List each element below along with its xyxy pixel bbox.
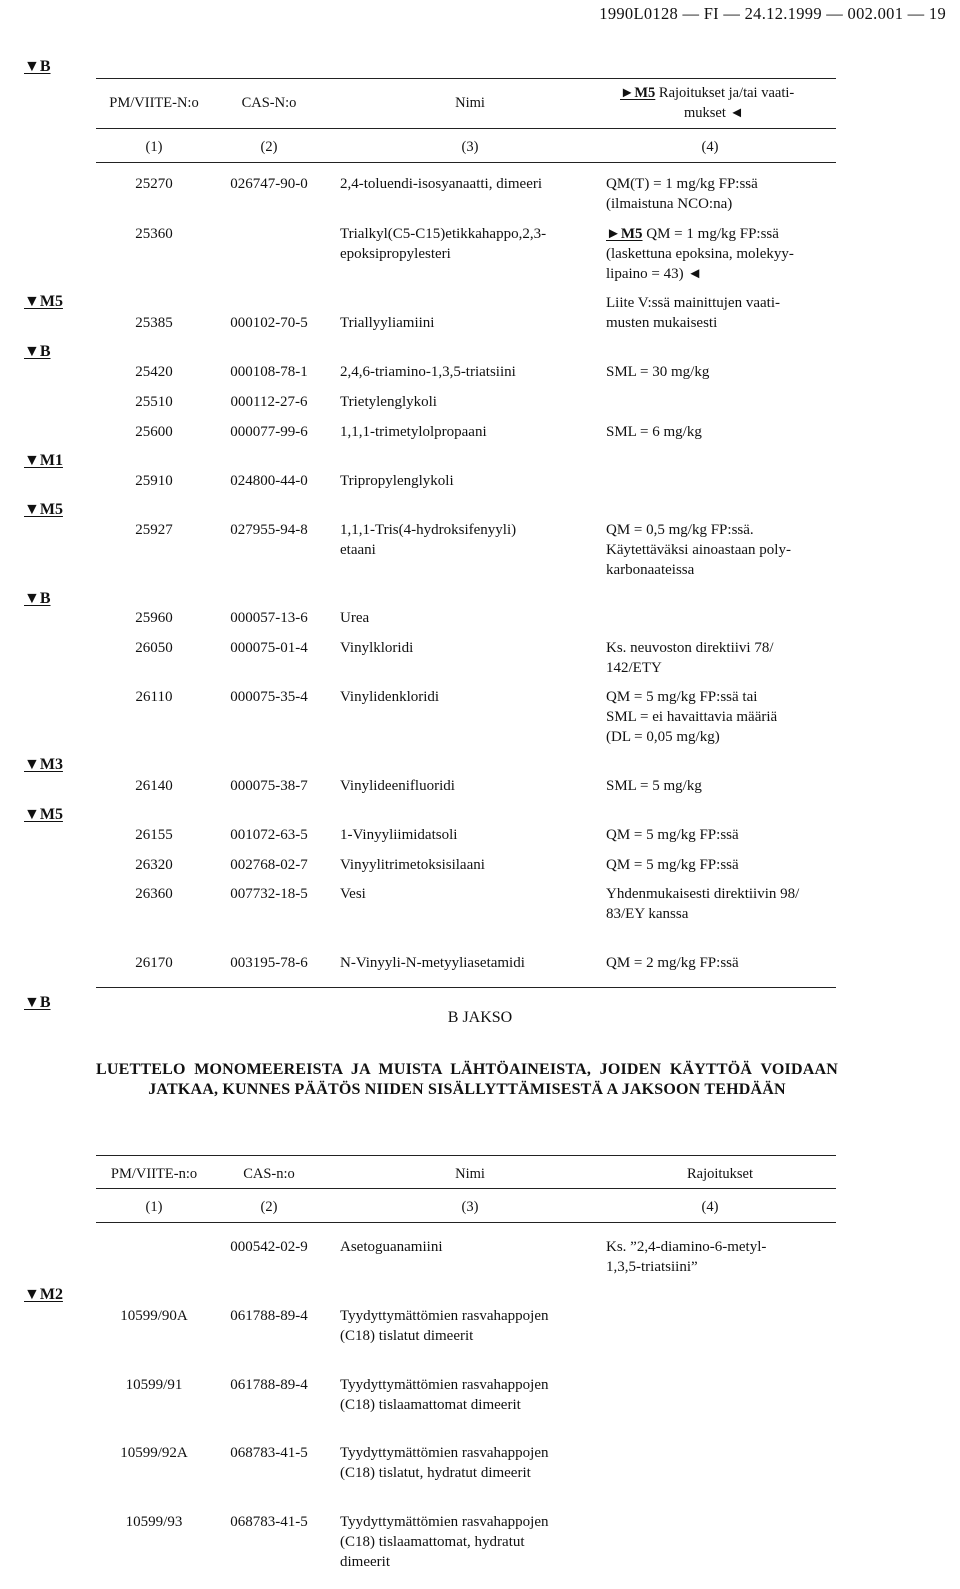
col-header-ref: PM/VIITE-N:o: [109, 95, 199, 111]
cas-number: 000075-01-4: [230, 640, 308, 656]
ref-number: 25927: [135, 522, 173, 538]
cas-number: 026747-90-0: [230, 176, 308, 192]
restriction: (ilmaistuna NCO:na): [606, 196, 733, 212]
colnum-rule: [96, 162, 836, 163]
restriction: ►M5 QM = 1 mg/kg FP:ssä: [606, 226, 779, 242]
restriction: QM = 5 mg/kg FP:ssä: [606, 827, 739, 843]
ref-number: 10599/92A: [120, 1445, 188, 1461]
col-number: (4): [701, 1199, 719, 1215]
colnum-rule: [96, 1222, 836, 1223]
cas-number: 061788-89-4: [230, 1377, 308, 1393]
substance-name: (C18) tislaamattomat dimeerit: [340, 1397, 521, 1413]
restriction: Käytettäväksi ainoastaan poly-: [606, 542, 791, 558]
cas-number: 024800-44-0: [230, 473, 308, 489]
ref-number: 25960: [135, 610, 173, 626]
amendment-marker: ▼M5: [24, 501, 63, 518]
cas-number: 000057-13-6: [230, 610, 308, 626]
col-number: (2): [260, 139, 278, 155]
col-number: (2): [260, 1199, 278, 1215]
restriction: SML = 5 mg/kg: [606, 778, 702, 794]
amendment-marker: ▼B: [24, 58, 51, 75]
cas-number: 002768-02-7: [230, 857, 308, 873]
substance-name: Vinylkloridi: [340, 640, 414, 656]
ref-number: 25420: [135, 364, 173, 380]
cas-number: 068783-41-5: [230, 1445, 308, 1461]
substance-name: 1,1,1-Tris(4-hydroksifenyyli): [340, 522, 517, 538]
col-header-restrictions: Rajoitukset: [686, 1166, 754, 1182]
cas-number: 068783-41-5: [230, 1514, 308, 1530]
cas-number: 027955-94-8: [230, 522, 308, 538]
substance-name: Tyydyttymättömien rasvahappojen: [340, 1308, 549, 1324]
amendment-marker: ▼M5: [24, 806, 63, 823]
table-bottom-rule: [96, 987, 836, 988]
substance-name: dimeerit: [340, 1554, 390, 1570]
substance-name: Tyydyttymättömien rasvahappojen: [340, 1514, 549, 1530]
col-number: (1): [145, 1199, 163, 1215]
col-number: (3): [461, 1199, 479, 1215]
restriction: SML = 6 mg/kg: [606, 424, 702, 440]
substance-name: (C18) tislatut dimeerit: [340, 1328, 474, 1344]
substance-name: etaani: [340, 542, 376, 558]
substance-name: Urea: [340, 610, 370, 626]
ref-number: 10599/90A: [120, 1308, 188, 1324]
ref-number: 25510: [135, 394, 173, 410]
restriction: Ks. ”2,4-diamino-6-metyl-: [606, 1239, 767, 1255]
ref-number: 26170: [135, 955, 173, 971]
substance-name: 1,1,1-trimetylolpropaani: [340, 424, 487, 440]
col-header-ref: PM/VIITE-n:o: [110, 1166, 198, 1182]
ref-number: 25600: [135, 424, 173, 440]
ref-number: 26140: [135, 778, 173, 794]
col-header-restrictions-cont: mukset ◄: [684, 105, 744, 121]
section-title: B JAKSO: [447, 1009, 513, 1026]
substance-name: Vinylideenifluoridi: [340, 778, 455, 794]
restriction: Liite V:ssä mainittujen vaati-: [606, 295, 780, 311]
cas-number: 000075-35-4: [230, 689, 308, 705]
substance-name: Triallyyliamiini: [340, 315, 435, 331]
substance-name: Vinylidenkloridi: [340, 689, 440, 705]
col-number: (3): [461, 139, 479, 155]
ref-number: 26155: [135, 827, 173, 843]
cas-number: 001072-63-5: [230, 827, 308, 843]
amendment-marker: ▼M3: [24, 756, 63, 773]
restriction: QM = 5 mg/kg FP:ssä tai: [606, 689, 758, 705]
restriction: 83/EY kanssa: [606, 906, 689, 922]
ref-number: 26360: [135, 886, 173, 902]
amendment-marker: ▼M1: [24, 452, 63, 469]
restriction: karbonaateissa: [606, 562, 695, 578]
ref-number: 26320: [135, 857, 173, 873]
table-top-rule: [96, 78, 836, 79]
substance-name: Tyydyttymättömien rasvahappojen: [340, 1377, 549, 1393]
substance-name: Tyydyttymättömien rasvahappojen: [340, 1445, 549, 1461]
amendment-marker: ▼M2: [24, 1286, 63, 1303]
ref-number: 10599/93: [125, 1514, 183, 1530]
substance-name: (C18) tislatut, hydratut dimeerit: [340, 1465, 531, 1481]
col-header-cas: CAS-N:o: [241, 95, 297, 111]
restriction: QM = 0,5 mg/kg FP:ssä.: [606, 522, 754, 538]
substance-name: Tripropylenglykoli: [340, 473, 454, 489]
restriction: QM(T) = 1 mg/kg FP:ssä: [606, 176, 758, 192]
amendment-marker: ▼M5: [24, 293, 63, 310]
cas-number: 003195-78-6: [230, 955, 308, 971]
restriction: lipaino = 43) ◄: [606, 266, 703, 282]
ref-number: 26110: [135, 689, 173, 705]
ref-number: 10599/91: [125, 1377, 183, 1393]
col-number: (1): [145, 139, 163, 155]
col-header-name: Nimi: [455, 95, 485, 111]
cas-number: 007732-18-5: [230, 886, 308, 902]
restriction: Ks. neuvoston direktiivi 78/: [606, 640, 774, 656]
cas-number: 061788-89-4: [230, 1308, 308, 1324]
table-top-rule: [96, 1155, 836, 1156]
ref-number: 25360: [135, 226, 173, 242]
cas-number: 000542-02-9: [230, 1239, 308, 1255]
page-header: 1990L0128 — FI — 24.12.1999 — 002.001 — 19: [599, 4, 946, 23]
restriction: 142/ETY: [606, 660, 662, 676]
restriction: QM = 5 mg/kg FP:ssä: [606, 857, 739, 873]
cas-number: 000075-38-7: [230, 778, 308, 794]
amendment-marker: ▼B: [24, 994, 51, 1011]
ref-number: 25385: [135, 315, 173, 331]
substance-name: Trialkyl(C5-C15)etikkahappo,2,3-: [340, 226, 547, 242]
substance-name: Vesi: [340, 886, 366, 902]
header-rule: [96, 128, 836, 129]
cas-number: 000108-78-1: [230, 364, 308, 380]
restriction: musten mukaisesti: [606, 315, 718, 331]
cas-number: 000102-70-5: [230, 315, 308, 331]
cas-number: 000077-99-6: [230, 424, 308, 440]
substance-name: N-Vinyyli-N-metyyliasetamidi: [340, 955, 525, 971]
col-header-cas: CAS-n:o: [243, 1166, 295, 1182]
restriction: (DL = 0,05 mg/kg): [606, 729, 720, 745]
col-header-name: Nimi: [455, 1166, 485, 1182]
restriction: SML = 30 mg/kg: [606, 364, 710, 380]
substance-name: 1-Vinyyliimidatsoli: [340, 827, 458, 843]
section-heading: LUETTELO MONOMEEREISTA JA MUISTA LÄHTÖAINEISTA, JOIDEN KÄYTTÖÄ VOIDAAN JATKAA, KUNNES PÄÄTÖS NIIDEN SISÄLLYTTÄMISESTÄ A JAKSOON TEHDÄÄN: [96, 1061, 838, 1098]
col-header-restrictions: ►M5 Rajoitukset ja/tai vaati-: [620, 85, 795, 101]
substance-name: (C18) tislaamattomat, hydratut: [340, 1534, 525, 1550]
ref-number: 25270: [135, 176, 173, 192]
substance-name: epoksipropylesteri: [340, 246, 451, 262]
restriction: QM = 2 mg/kg FP:ssä: [606, 955, 739, 971]
substance-name: 2,4-toluendi-isosyanaatti, dimeeri: [340, 176, 543, 192]
ref-number: 26050: [135, 640, 173, 656]
header-rule: [96, 1188, 836, 1189]
col-number: (4): [701, 139, 719, 155]
restriction: 1,3,5-triatsiini”: [606, 1259, 698, 1275]
ref-number: 25910: [135, 473, 173, 489]
cas-number: 000112-27-6: [230, 394, 308, 410]
substance-name: Vinyylitrimetoksisilaani: [340, 857, 485, 873]
restriction: (laskettuna epoksina, molekyy-: [606, 246, 794, 262]
amendment-marker: ▼B: [24, 590, 51, 607]
substance-name: Trietylenglykoli: [340, 394, 437, 410]
amendment-marker: ▼B: [24, 343, 51, 360]
restriction: Yhdenmukaisesti direktiivin 98/: [606, 886, 800, 902]
substance-name: 2,4,6-triamino-1,3,5-triatsiini: [340, 364, 516, 380]
substance-name: Asetoguanamiini: [340, 1239, 443, 1255]
restriction: SML = ei havaittavia määriä: [606, 709, 778, 725]
